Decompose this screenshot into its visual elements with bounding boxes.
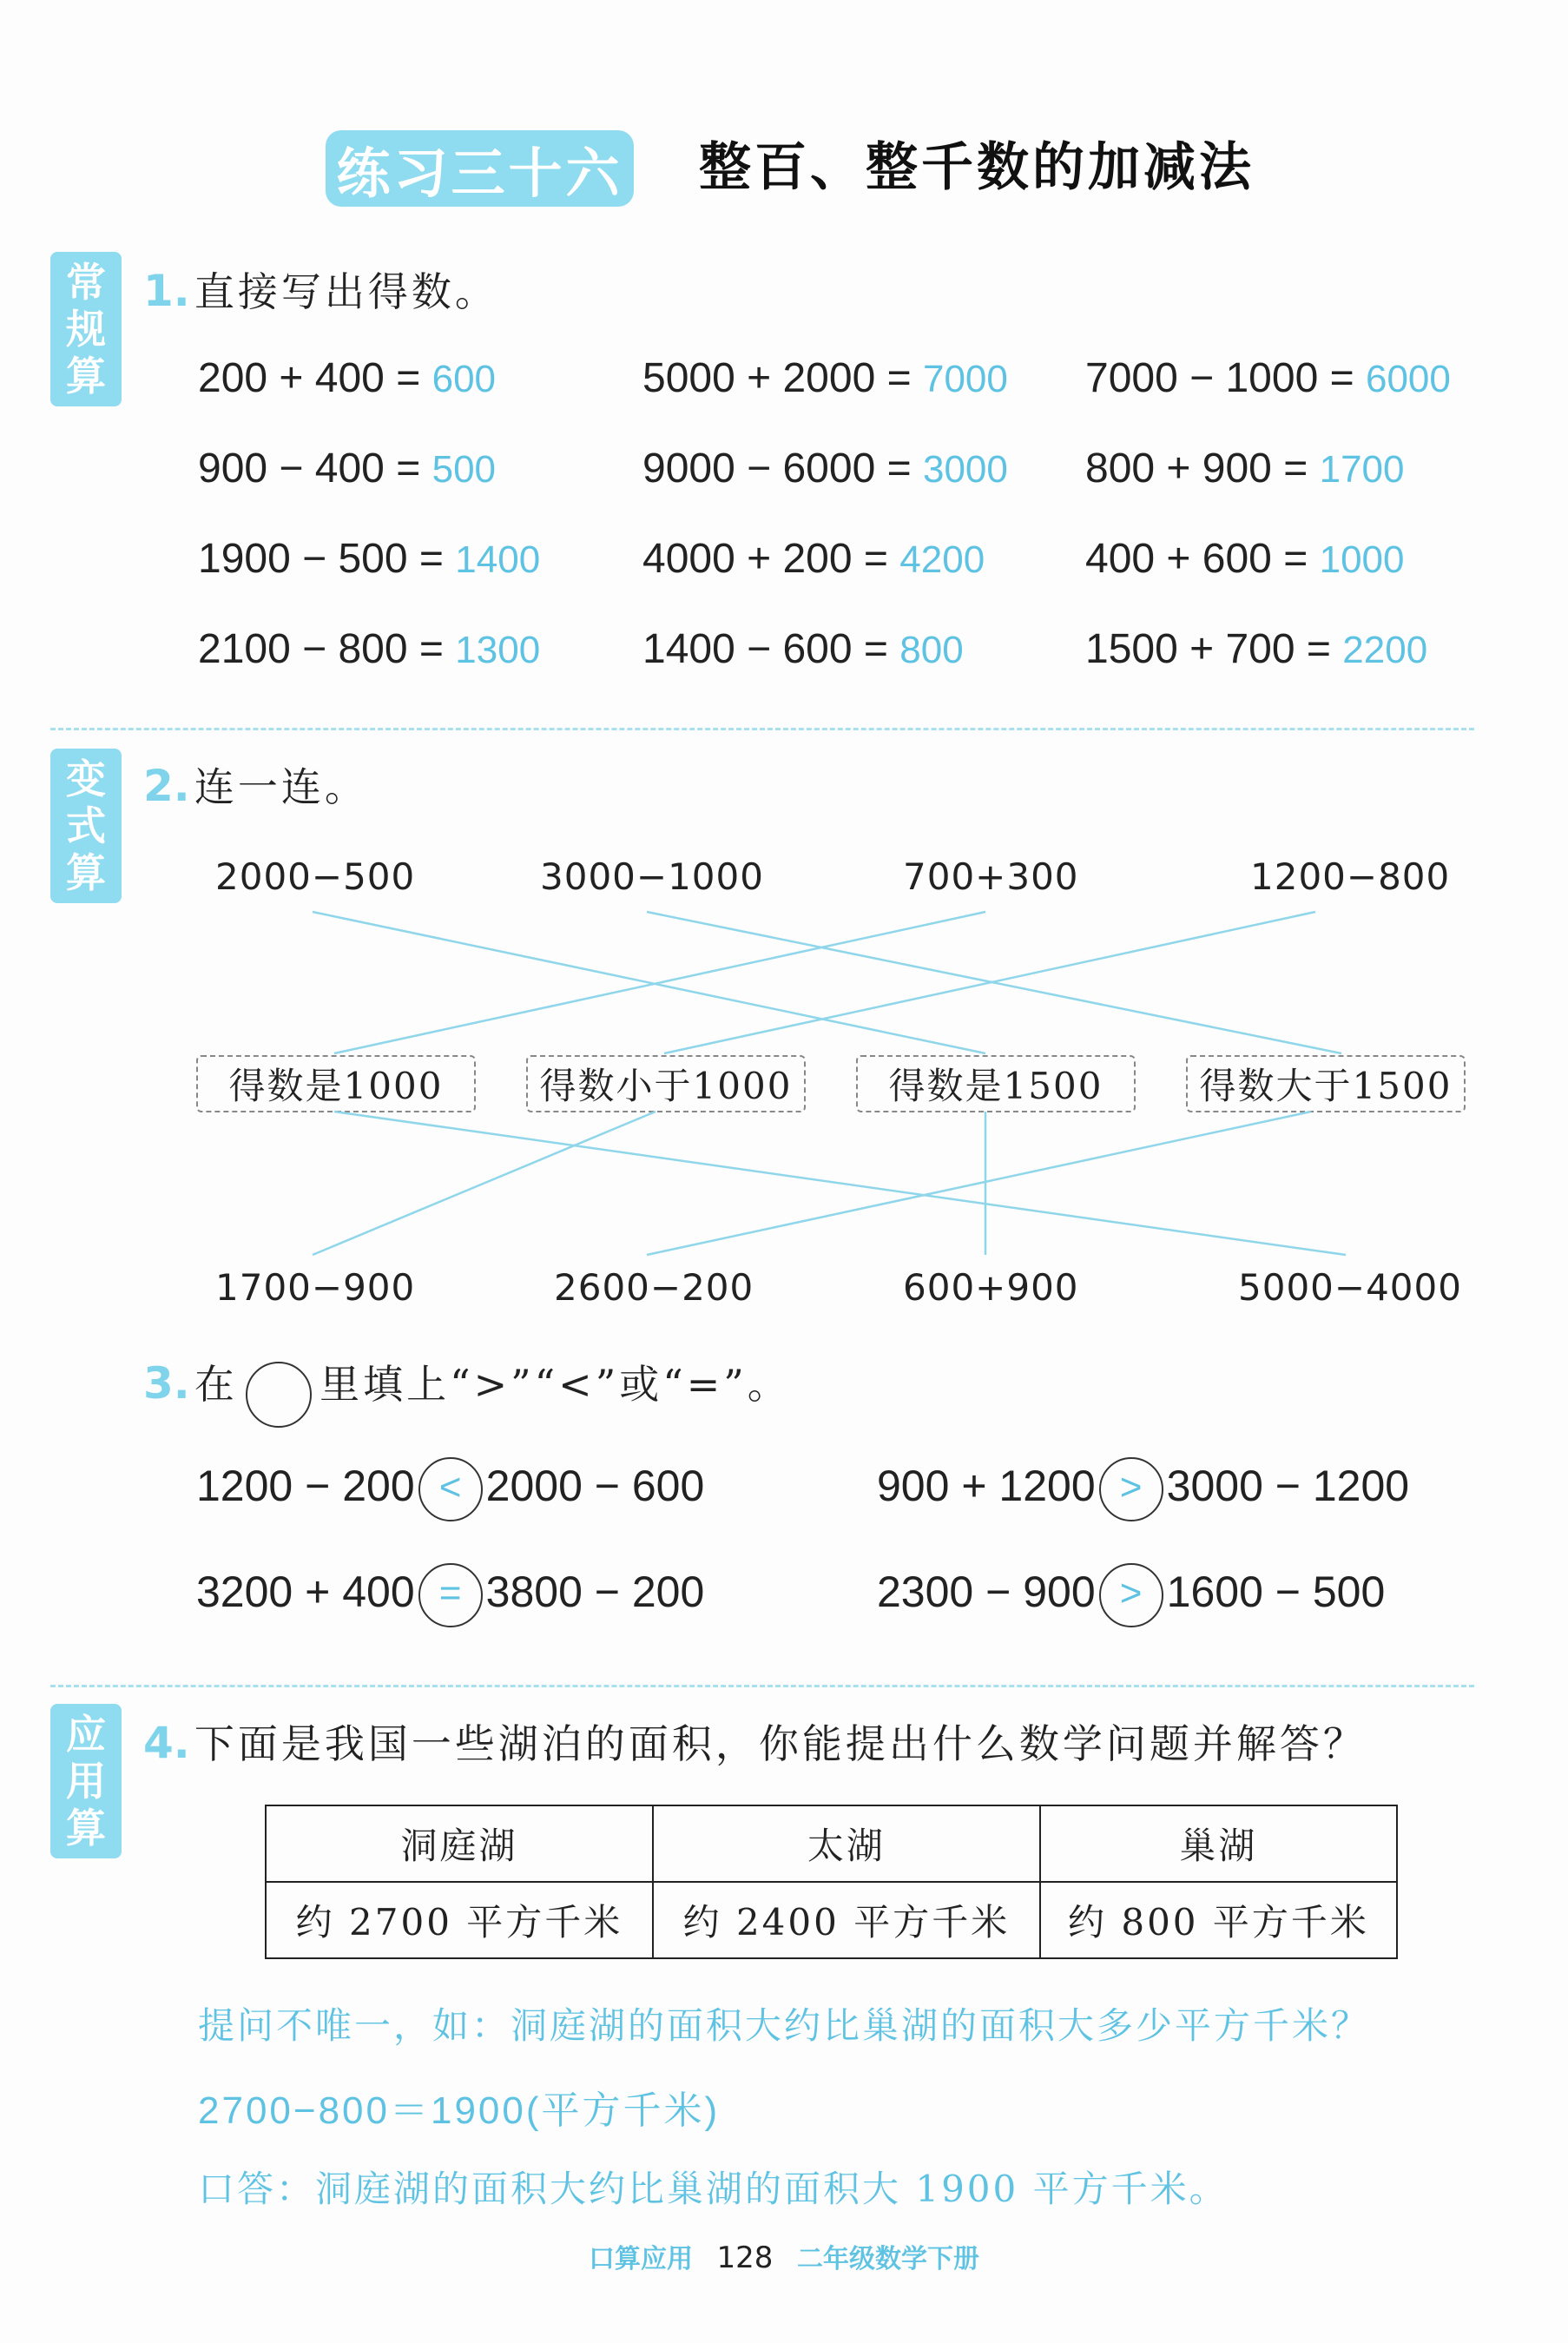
q1-answer[interactable]: 1000 [1319,538,1405,581]
top-expression: 1200−800 [1250,855,1451,898]
q3-number: 3. [143,1358,190,1409]
q1-item: 1900 − 500 = 1400 [198,536,541,582]
answer-question: 提问不唯一，如：洞庭湖的面积大约比巢湖的面积大多少平方千米？ [198,2004,1371,2047]
footer-book-name: 口算应用 [589,2244,693,2274]
table-cell: 约 800 平方千米 [1040,1882,1397,1958]
q1-item: 5000 + 2000 = 7000 [642,355,1008,401]
q1-item: 1500 + 700 = 2200 [1085,626,1428,672]
q1-answer[interactable]: 500 [432,448,497,491]
q1-item: 200 + 400 = 600 [198,355,497,401]
match-line [664,912,1315,1053]
category-box[interactable]: 得数是1000 [196,1055,476,1112]
comparison-item: 900 + 1200 > 3000 − 1200 [877,1457,1409,1521]
page-title: 整百、整千数的加减法 [699,137,1255,198]
exercise-badge: 练习三十六 [326,130,634,207]
q1-answer[interactable]: 1400 [455,538,541,581]
tag-routine: 常规算 [50,252,122,406]
table-header-cell: 太湖 [653,1805,1040,1882]
table-header-cell: 洞庭湖 [266,1805,653,1882]
comparison-item: 1200 − 200 < 2000 − 600 [196,1457,704,1521]
bottom-expression: 5000−4000 [1238,1266,1462,1309]
q1-item: 1400 − 600 = 800 [642,626,964,672]
match-line [647,1112,1311,1255]
q1-item: 2100 − 800 = 1300 [198,626,541,672]
comparison-circle[interactable]: > [1099,1563,1163,1627]
section-divider [50,1685,1474,1687]
footer-grade: 二年级数学下册 [797,2244,979,2274]
q2-number: 2. [143,761,190,811]
q3-instruction-a: 在 [194,1361,238,1408]
q1-item: 400 + 600 = 1000 [1085,536,1405,582]
bottom-expression: 600+900 [903,1266,1079,1309]
q1-answer[interactable]: 1700 [1319,448,1405,491]
blank-circle-icon [246,1362,312,1428]
q1-answer[interactable]: 600 [432,358,497,400]
bottom-expression: 1700−900 [215,1266,416,1309]
q1-answer[interactable]: 4200 [899,538,985,581]
comparison-circle[interactable]: = [418,1563,483,1627]
q1-item: 900 − 400 = 500 [198,446,497,492]
q4-number: 4. [143,1718,190,1768]
q1-item: 4000 + 200 = 4200 [642,536,985,582]
q1-item: 9000 − 6000 = 3000 [642,446,1008,492]
q3-instruction-b: 里填上“>”“<”或“=”。 [320,1361,791,1408]
category-box[interactable]: 得数小于1000 [526,1055,806,1112]
q4-instruction: 下面是我国一些湖泊的面积，你能提出什么数学问题并解答？ [194,1720,1367,1767]
table-header-row [266,1805,1397,1882]
top-expression: 2000−500 [215,855,416,898]
q1-item: 800 + 900 = 1700 [1085,446,1405,492]
page-footer [0,2237,1568,2275]
q1-answer[interactable]: 800 [899,629,964,671]
q1-answer[interactable]: 6000 [1365,358,1451,400]
q4-heading [143,1713,1367,1770]
answer-calculation: 2700−800＝1900(平方千米) [198,2089,721,2132]
q1-item: 7000 − 1000 = 6000 [1085,355,1451,401]
q1-number: 1. [143,266,190,316]
comparison-item: 2300 − 900 > 1600 − 500 [877,1563,1385,1627]
top-expression: 3000−1000 [540,855,764,898]
comparison-item: 3200 + 400 = 3800 − 200 [196,1563,704,1627]
category-box[interactable]: 得数大于1500 [1186,1055,1466,1112]
q1-answer[interactable]: 2200 [1342,629,1428,671]
comparison-circle[interactable]: < [418,1457,483,1521]
q1-answer[interactable]: 3000 [922,448,1008,491]
category-box[interactable]: 得数是1500 [856,1055,1136,1112]
bottom-expression: 2600−200 [554,1266,754,1309]
answer-statement: 口答：洞庭湖的面积大约比巢湖的面积大 1900 平方千米。 [198,2168,1229,2210]
table-row [266,1882,1397,1958]
q1-instruction: 直接写出得数。 [194,268,498,315]
page-number: 128 [716,2241,774,2275]
table-cell: 约 2400 平方千米 [653,1882,1040,1958]
q3-heading [143,1353,791,1428]
lake-area-table [265,1805,1398,1959]
tag-variation: 变式算 [50,749,122,903]
comparison-circle[interactable]: > [1099,1457,1163,1521]
q2-instruction: 连一连。 [194,763,368,810]
tag-application: 应用算 [50,1704,122,1858]
table-header-cell: 巢湖 [1040,1805,1397,1882]
table-cell: 约 2700 平方千米 [266,1882,653,1958]
q1-answer[interactable]: 1300 [455,629,541,671]
top-expression: 700+300 [903,855,1079,898]
q1-answer[interactable]: 7000 [922,358,1008,400]
